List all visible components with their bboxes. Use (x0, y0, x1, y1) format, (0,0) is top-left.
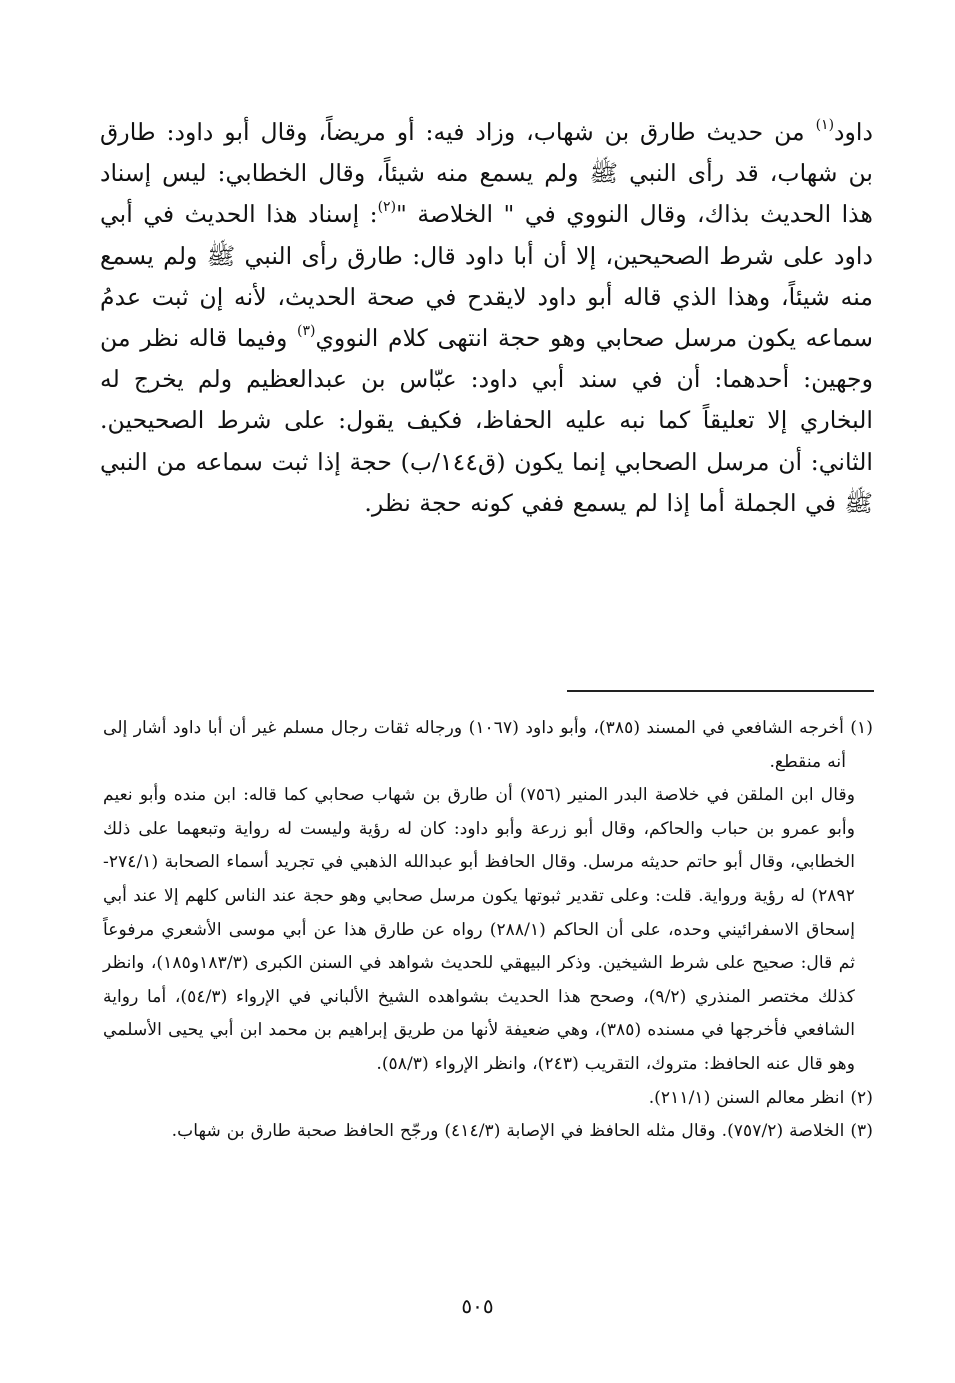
text-segment-1: من حديث طارق بن شهاب، وزاد فيه: أو مريضاً، وقال أبو داود: طارق بن شهاب، قد رأى النبي ﷺ ولم يسمع منه شيئاً، وقال الخطابي: ليس إسناد هذا الحديث بذاك، وقال النووي في " الخلاصة " (100, 118, 873, 229)
footnote-reference-3[interactable]: (٣) (296, 323, 316, 340)
footnote-1-marker: (١) (850, 718, 873, 738)
paragraph-start: داود (834, 118, 873, 146)
footnote-2 (103, 1082, 873, 1116)
footnote-2-marker: (٢) (850, 1087, 873, 1108)
text-segment-2: : إسناد هذا الحديث في أبي داود على شرط الصحيحين، إلا أن أبا داود قال: طارق رأى النبي ﷺ ولم يسمع منه شيئاً، وهذا الذي قاله أبو داود لايقدح في صحة الحديث، لأنه إن ثبت عدمُ سماعه يكون مرسل صحابي وهو حجة انتهى كلام النووي (100, 200, 873, 353)
page-number: ٥٠٥ (461, 1294, 494, 1318)
footnote-3-marker: (٣) (850, 1121, 873, 1142)
footnote-3-text: الخلاصة (٧٥٧/٢). وقال مثله الحافظ في الإصابة (٤١٤/٣) ورجّح الحافظ صحبة طارق بن شهاب. (171, 1121, 845, 1142)
footnote-1-text: أخرجه الشافعي في المسند (٣٨٥)، وأبو داود (١٠٦٧) ورجاله ثقات رجال مسلم غير أن أبا داود أشار إلى أنه منقطع. (103, 718, 846, 772)
text-segment-3: وفيما قاله نظر من وجهين: أحدهما: أن في سند أبي داود: عبّاس بن عبدالعظيم ولم يخرج له البخاري إلا تعليقاً كما نبه عليه الحفاظ، فكيف يقول: على شرط الصحيحين. الثاني: أن مرسل الصحابي إنما يكون (ق١٤٤/ب) حجة إذا ثبت سماعه من النبي ﷺ في الجملة أما إذا لم يسمع ففي كونه حجة نظر. (100, 324, 873, 517)
footnotes-section (103, 712, 873, 1149)
main-paragraph (100, 112, 873, 524)
main-text-body (100, 112, 873, 524)
footnote-2-text: انظر معالم السنن (٢١١/١). (648, 1087, 845, 1108)
footnote-1-continuation: وقال ابن الملقن في خلاصة البدر المنير (٧٥٦) أن طارق بن شهاب صحابي كما قاله: ابن منده وأبو نعيم وأبو عمرو بن حباب والحاكم، وقال أبو زرعة وأبو داود: كان له رؤية وليست له رواية وتبعهما على ذلك الخطابي، وقال أبو حاتم حديثه مرسل. وقال الحافظ أبو عبدالله الذهبي في تجريد أسماء الصحابة (٢٧٤/١- ٢٨٩٢) له رؤية ورواية. قلت: وعلى تقدير ثبوتها يكون مرسل صحابي وهو حجة عند الناس كلهم إلا عند أبي إسحاق الاسفرائيني وحده، على أن الحاكم (٢٨٨/١) رواه عن طارق هذا عن أبي موسى الأشعري مرفوعاً ثم قال: صحيح على شرط الشيخين. وذكر البيهقي للحديث شواهد في السنن الكبرى (١٨٣/٣و١٨٥)، وانظر كذلك مختصر المنذري (٩/٢)، وصحح هذا الحديث بشواهده الشيخ الألباني في الإرواء (٥٤/٣)، أما رواية الشافعي فأخرجها في مسنده (٣٨٥)، وهي ضعيفة لأنها من طريق إبراهيم بن محمد ابن أبي يحيى الأسلمي وهو قال عنه الحافظ: متروك، التقريب (٢٤٣)، وانظر الإرواء (٥٨/٣). (103, 785, 855, 1074)
footnote-reference-1[interactable]: (١) (815, 117, 835, 133)
footnote-1 (103, 712, 873, 779)
footnote-3 (103, 1115, 873, 1149)
footnote-reference-2[interactable]: (٢) (377, 199, 397, 216)
footnote-separator (567, 690, 874, 692)
